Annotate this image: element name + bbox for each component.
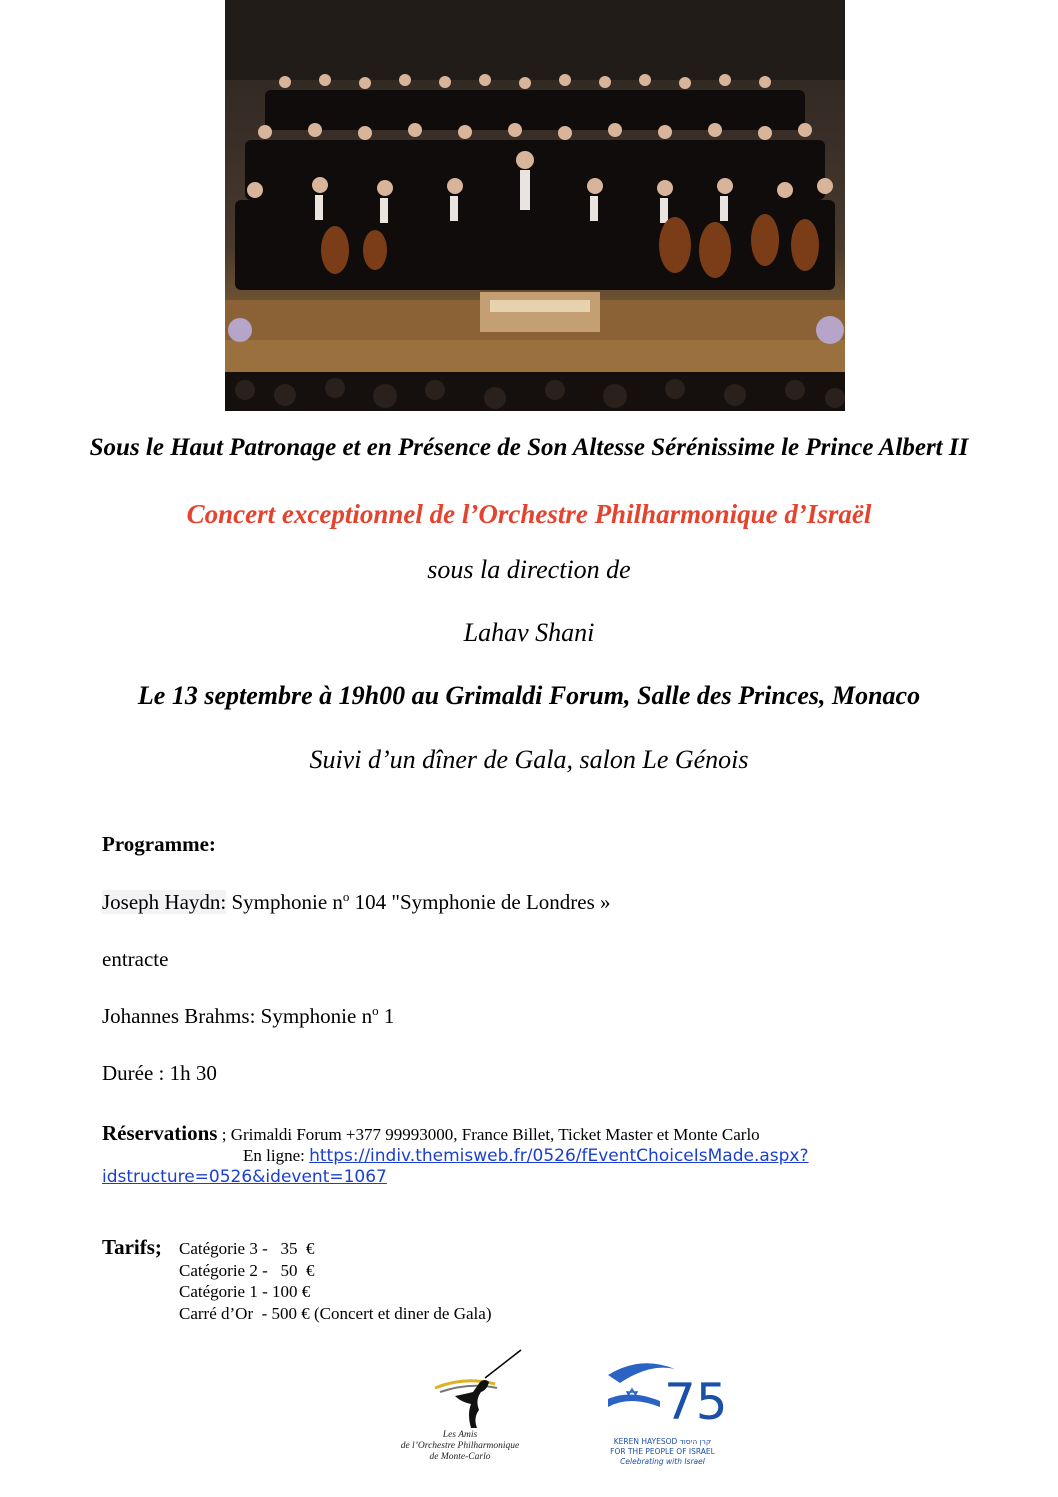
keren-line3: Celebrating with Israel bbox=[620, 1457, 705, 1466]
programme-piece-haydn bbox=[102, 890, 611, 915]
online-label: En ligne: bbox=[243, 1146, 310, 1165]
keren-line1: KEREN HAYESOD קרן היסוד bbox=[613, 1437, 712, 1446]
composer-haydn: Joseph Haydn: bbox=[102, 890, 227, 914]
keren-line2: FOR THE PEOPLE OF ISRAEL bbox=[610, 1447, 715, 1456]
amis-caption bbox=[385, 1430, 535, 1463]
amis-orchestre-logo bbox=[385, 1348, 535, 1473]
programme-title: Programme: bbox=[102, 832, 216, 856]
patronage-line: Sous le Haut Patronage et en Présence de Son Altesse Sérénissime le Prince Albert II bbox=[89, 434, 969, 461]
reservations-text: ; Grimaldi Forum +377 99993000, France Billet, Ticket Master et Monte Carlo bbox=[217, 1125, 760, 1144]
number-sup: o bbox=[372, 1003, 379, 1018]
amis-line3: de Monte-Carlo bbox=[429, 1452, 491, 1462]
piece-number: 104 "Symphonie de Londres » bbox=[349, 890, 611, 914]
number-sup: o bbox=[342, 889, 350, 904]
tarif-row: Catégorie 1 - 100 € bbox=[179, 1282, 311, 1301]
keren-75: 75 bbox=[664, 1373, 725, 1431]
programme-piece-brahms bbox=[102, 1004, 394, 1029]
tarifs-label: Tarifs; bbox=[102, 1235, 162, 1259]
israel-flag-75-icon bbox=[600, 1355, 725, 1435]
booking-link[interactable]: https://indiv.themisweb.fr/0526/fEventChoiceIsMade.aspx? bbox=[309, 1146, 809, 1166]
booking-link-continued[interactable]: idstructure=0526&idevent=1067 bbox=[102, 1167, 387, 1187]
reservations-label: Réservations bbox=[102, 1121, 218, 1145]
tarif-row: Catégorie 3 - 35 € bbox=[179, 1239, 315, 1258]
tarif-row: Catégorie 2 - 50 € bbox=[179, 1261, 315, 1280]
conductor-silhouette-icon bbox=[385, 1348, 535, 1430]
piece-number: 1 bbox=[378, 1004, 395, 1028]
direction-line: sous la direction de bbox=[427, 555, 631, 584]
amis-line1: Les Amis bbox=[442, 1430, 478, 1440]
date-venue: Le 13 septembre à 19h00 au Grimaldi Forum, Salle des Princes, Monaco bbox=[137, 681, 921, 710]
tarif-row: Carré d’Or - 500 € (Concert et diner de Gala) bbox=[179, 1304, 492, 1323]
gala-dinner: Suivi d’un dîner de Gala, salon Le Génois bbox=[309, 745, 749, 774]
piece-title: Johannes Brahms: Symphonie n bbox=[102, 1004, 373, 1028]
reservations-line bbox=[102, 1121, 760, 1146]
orchestra-photo bbox=[225, 0, 845, 411]
piece-title: Symphonie n bbox=[226, 890, 343, 914]
keren-hayesod-logo bbox=[600, 1355, 725, 1470]
online-line-2 bbox=[102, 1167, 387, 1187]
conductor-name: Lahav Shani bbox=[463, 618, 595, 647]
concert-title: Concert exceptionnel de l’Orchestre Philharmonique d’Israël bbox=[186, 499, 872, 529]
duration: Durée : 1h 30 bbox=[102, 1061, 217, 1085]
online-line bbox=[243, 1146, 809, 1166]
entracte: entracte bbox=[102, 947, 169, 971]
amis-line2: de l’Orchestre Philharmonique bbox=[400, 1441, 520, 1451]
